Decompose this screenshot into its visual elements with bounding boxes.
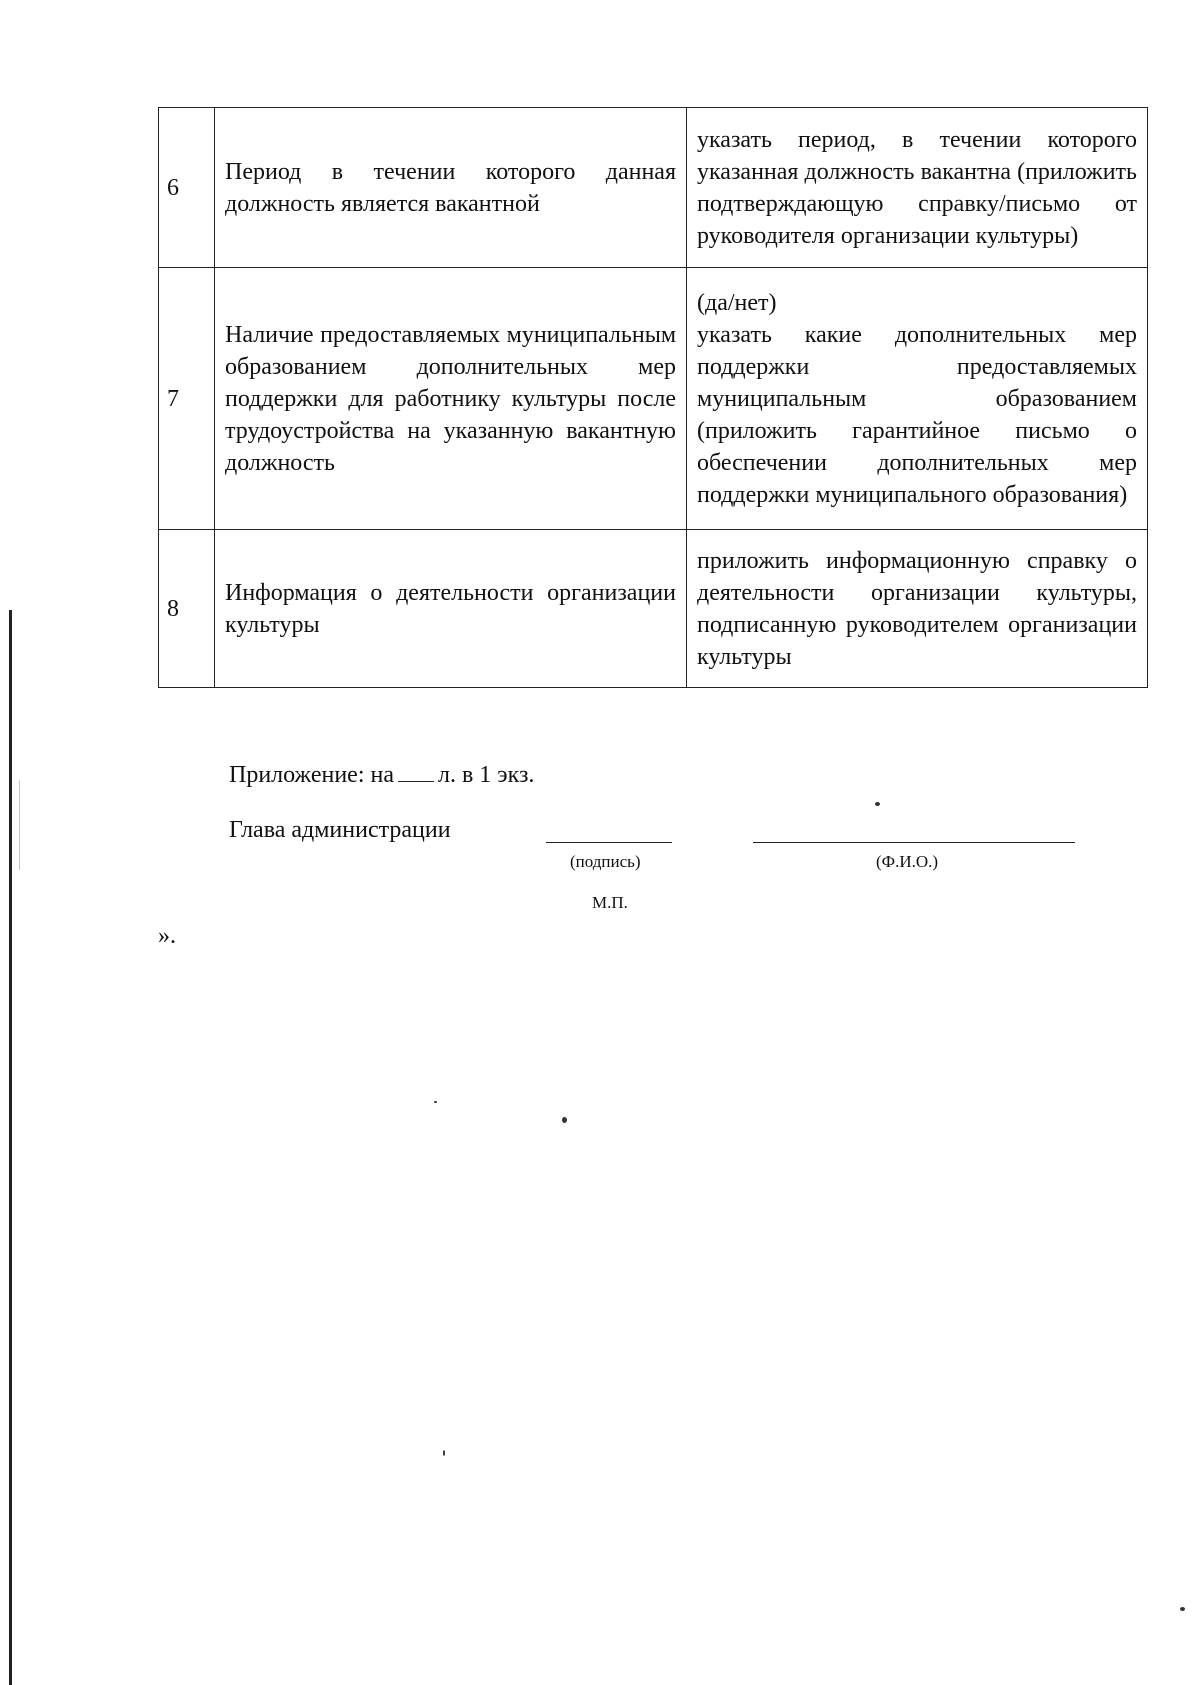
row-description: Информация о деятельности организации культуры	[215, 530, 687, 688]
scan-edge-line-faint	[19, 780, 20, 870]
attachment-prefix: Приложение: на	[229, 762, 394, 788]
scan-speck	[443, 1450, 445, 1456]
scan-speck	[875, 802, 880, 806]
table-row	[159, 108, 1148, 268]
seal-caption: М.П.	[592, 893, 628, 912]
row-requirement-header: (да/нет)	[697, 289, 777, 316]
attachment-line	[229, 759, 534, 790]
scan-speck	[434, 1101, 437, 1103]
row-description: Период в течении которого данная должность является вакантной	[215, 108, 687, 268]
row-requirement: приложить информационную справку о деятельности организации культуры, подписанную руководителем организации культуры	[687, 530, 1148, 688]
fio-line	[753, 842, 1075, 843]
row-description: Наличие предоставляемых муниципальным образованием дополнительных мер поддержки для работнику культуры после трудоустройства на указанную вакантную должность	[215, 268, 687, 530]
signature-caption: (подпись)	[570, 852, 641, 871]
row-number: 7	[159, 268, 215, 530]
table-row	[159, 268, 1148, 530]
row-requirement-cell	[687, 268, 1148, 530]
fio-caption: (Ф.И.О.)	[876, 852, 939, 871]
signature-line	[546, 842, 672, 843]
scan-speck	[562, 1117, 567, 1123]
scan-edge-line	[9, 610, 12, 1685]
row-number: 6	[159, 108, 215, 268]
attachment-pages-blank	[398, 759, 434, 782]
table-row	[159, 530, 1148, 688]
attachment-suffix: л. в 1 экз.	[437, 762, 535, 788]
requirements-table	[158, 107, 1148, 688]
scan-speck	[1180, 1607, 1185, 1611]
row-requirement: указать какие дополнительных мер поддержки предоставляемых муниципальным образованием (приложить гарантийное письмо о обеспечении дополнительных мер поддержки муниципального образования)	[697, 321, 1137, 508]
row-number: 8	[159, 530, 215, 688]
closing-quote: ».	[158, 923, 176, 949]
row-requirement: указать период, в течении которого указанная должность вакантна (приложить подтверждающую справку/письмо от руководителя организации культуры)	[687, 108, 1148, 268]
head-of-administration-label: Глава администрации	[229, 817, 451, 843]
